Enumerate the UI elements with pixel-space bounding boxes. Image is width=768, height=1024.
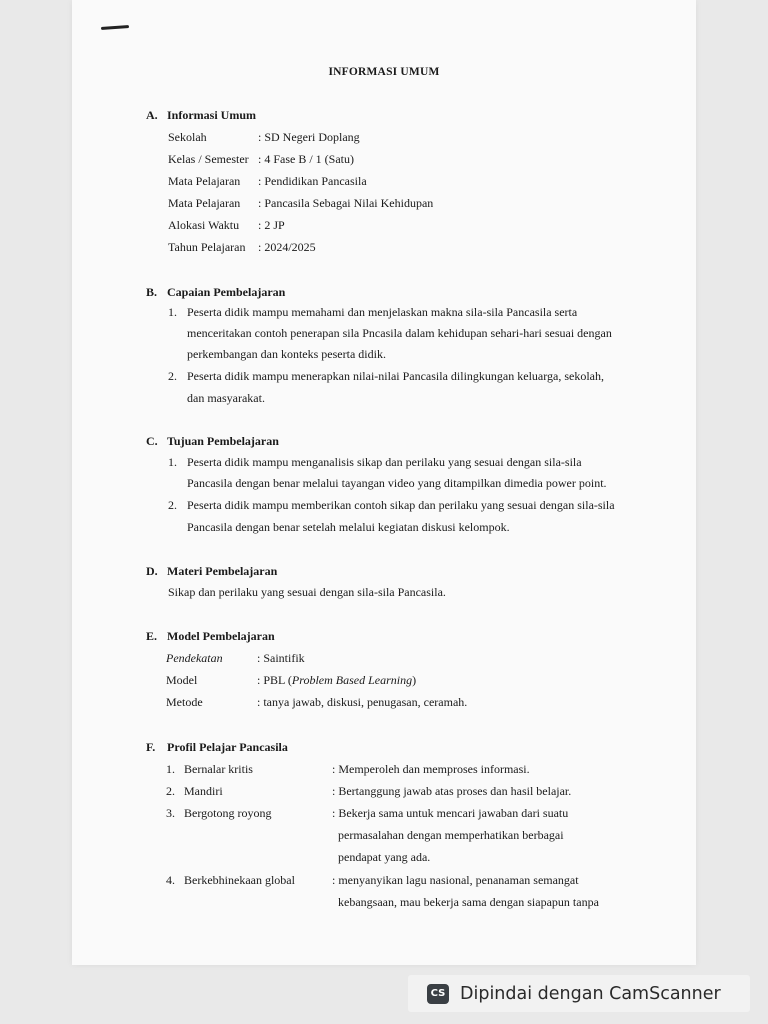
model-label: Pendekatan — [166, 651, 223, 665]
list-number: 1. — [168, 305, 177, 319]
info-value: : 4 Fase B / 1 (Satu) — [258, 152, 354, 166]
list-number: 4. — [166, 873, 175, 887]
paragraph-line: Peserta didik mampu memberikan contoh sikap dan perilaku yang sesuai dengan sila-sila — [187, 498, 615, 512]
section-title: Capaian Pembelajaran — [167, 285, 286, 299]
profile-value-continued: pendapat yang ada. — [338, 850, 431, 864]
section-letter: F. — [146, 740, 156, 754]
materi-text: Sikap dan perilaku yang sesuai dengan sila-sila Pancasila. — [168, 585, 446, 599]
section-title: Tujuan Pembelajaran — [167, 434, 279, 448]
section-b-heading — [146, 285, 285, 300]
section-letter: A. — [146, 108, 158, 122]
document-title: INFORMASI UMUM — [328, 66, 440, 78]
model-value: : tanya jawab, diskusi, penugasan, ceramah. — [257, 695, 468, 709]
section-title: Model Pembelajaran — [167, 629, 275, 643]
paragraph-line: Peserta didik mampu menganalisis sikap dan perilaku yang sesuai dengan sila-sila — [187, 455, 582, 469]
section-a-heading — [146, 108, 256, 123]
info-label: Kelas / Semester — [168, 152, 249, 166]
model-label: Model — [166, 673, 198, 687]
info-value: : 2 JP — [258, 218, 285, 232]
list-number: 2. — [168, 369, 177, 383]
model-value-prefix: : PBL ( — [257, 673, 292, 687]
info-label: Mata Pelajaran — [168, 174, 241, 188]
paragraph-line: menceritakan contoh penerapan sila Pncasila dalam kehidupan sehari-hari sesuai dengan — [187, 326, 612, 340]
list-number: 2. — [168, 498, 177, 512]
profile-value: : Bertanggung jawab atas proses dan hasil belajar. — [332, 784, 572, 798]
list-number: 3. — [166, 806, 175, 820]
info-value: : Pancasila Sebagai Nilai Kehidupan — [258, 196, 434, 210]
section-d-heading — [146, 564, 277, 579]
info-label: Sekolah — [168, 130, 207, 144]
profile-value: : Memperoleh dan memproses informasi. — [332, 762, 530, 776]
profile-label: Bernalar kritis — [184, 762, 253, 776]
profile-value: : Bekerja sama untuk mencari jawaban dari suatu — [332, 806, 569, 820]
camscanner-logo-icon: CS — [427, 984, 449, 1004]
section-title: Materi Pembelajaran — [167, 564, 278, 578]
paragraph-line: dan masyarakat. — [187, 391, 265, 405]
section-e-heading — [146, 629, 275, 644]
model-value — [257, 673, 416, 688]
profile-label: Berkebhinekaan global — [184, 873, 295, 887]
profile-label: Bergotong royong — [184, 806, 272, 820]
section-letter: D. — [146, 564, 158, 578]
section-letter: B. — [146, 285, 158, 299]
section-letter: C. — [146, 434, 158, 448]
model-label: Metode — [166, 695, 203, 709]
info-value: : 2024/2025 — [258, 240, 316, 254]
model-value: : Saintifik — [257, 651, 305, 665]
section-f-heading — [146, 740, 288, 755]
paragraph-line: Peserta didik mampu menerapkan nilai-nilai Pancasila dilingkungan keluarga, sekolah, — [187, 369, 604, 383]
info-label: Mata Pelajaran — [168, 196, 241, 210]
camscanner-watermark — [408, 975, 750, 1012]
section-title: Informasi Umum — [167, 108, 256, 122]
section-c-heading — [146, 434, 279, 449]
list-number: 1. — [166, 762, 175, 776]
paragraph-line: Peserta didik mampu memahami dan menjelaskan makna sila-sila Pancasila serta — [187, 305, 578, 319]
profile-value-continued: kebangsaan, mau bekerja sama dengan siapapun tanpa — [338, 895, 599, 909]
info-value: : Pendidikan Pancasila — [258, 174, 367, 188]
paragraph-line: Pancasila dengan benar melalui tayangan video yang ditampilkan dimedia power point. — [187, 476, 607, 490]
paragraph-line: Pancasila dengan benar setelah melalui kegiatan diskusi kelompok. — [187, 520, 510, 534]
watermark-text: Dipindai dengan CamScanner — [460, 983, 721, 1004]
model-value-suffix: ) — [412, 673, 417, 687]
paragraph-line: perkembangan dan konteks peserta didik. — [187, 347, 386, 361]
list-number: 1. — [168, 455, 177, 469]
info-value: : SD Negeri Doplang — [258, 130, 360, 144]
profile-value: : menyanyikan lagu nasional, penanaman semangat — [332, 873, 579, 887]
section-title: Profil Pelajar Pancasila — [167, 740, 288, 754]
list-number: 2. — [166, 784, 175, 798]
section-letter: E. — [146, 629, 158, 643]
info-label: Alokasi Waktu — [168, 218, 240, 232]
info-label: Tahun Pelajaran — [168, 240, 246, 254]
profile-value-continued: permasalahan dengan memperhatikan berbagai — [338, 828, 564, 842]
profile-label: Mandiri — [184, 784, 223, 798]
model-value-italic: Problem Based Learning — [291, 673, 413, 687]
